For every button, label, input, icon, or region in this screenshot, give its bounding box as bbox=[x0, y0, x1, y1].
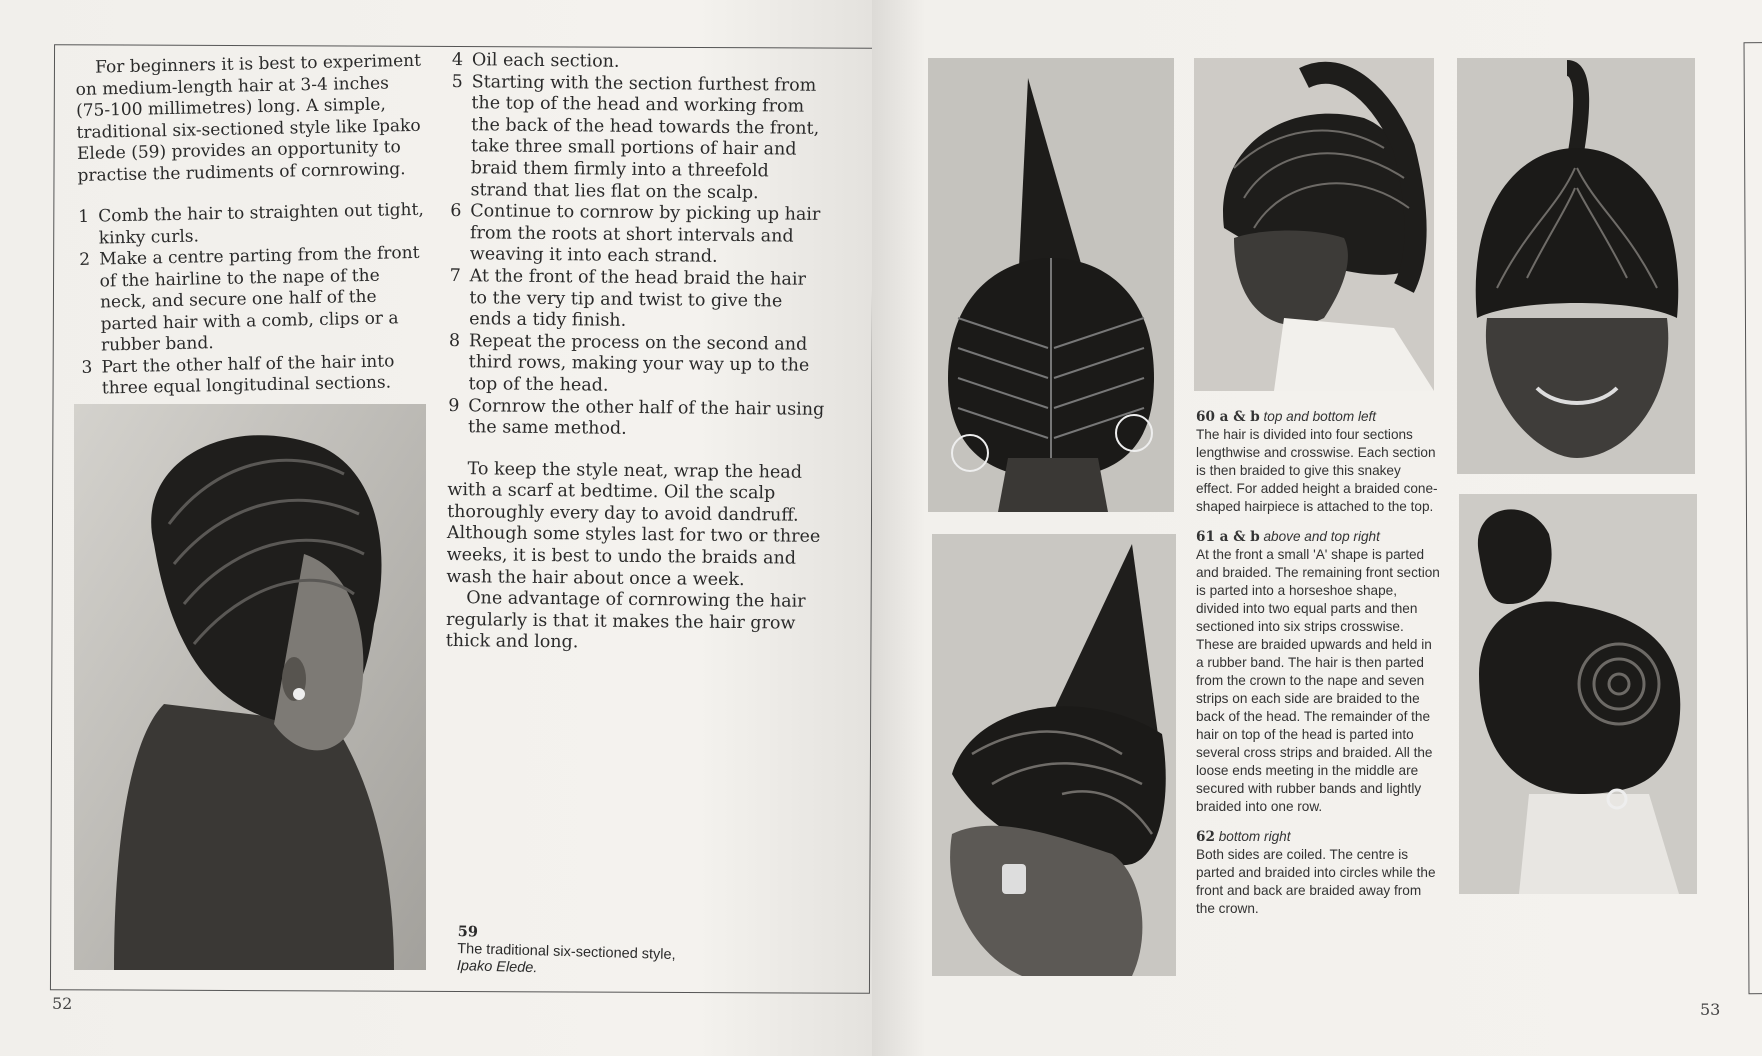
left-text-column bbox=[75, 51, 432, 401]
middle-text-column bbox=[446, 50, 830, 657]
right-page-captions bbox=[1196, 408, 1440, 930]
step-item: 2 Make a centre parting from the front of the hairline to the nape of the neck, and secure one half of the parted hair with a comb, clips or a rubber band. bbox=[79, 242, 420, 356]
photo-62 bbox=[1459, 494, 1697, 894]
step-item: 5 Starting with the section furthest from the top of the head and working from the back of the head towards the front, take three small portions of hair and braid them firmly into a threefold strand that lies flat on the scalp. bbox=[451, 71, 820, 203]
caption-61: 61 a & b above and top right At the front a small 'A' shape is parted and braided. The remaining front section is parted into a horseshoe shape, divided into two equal parts and then sectioned into six strips crosswise. These are braided upwards and held in a rubber band. The hair is then parted from the crown to the nape and seven strips on each side are braided to the back of the head. The remainder of the hair on top of the head is parted into several cross strips and braided. All the loose ends meeting in the middle are secured with rubber bands and lightly braided into one row. bbox=[1196, 529, 1440, 814]
step-item: 6 Continue to cornrow by picking up hair from the roots at short intervals and weaving it into each strand. bbox=[450, 201, 821, 268]
photo-59-caption: 59 The traditional six-sectioned style, Ipako Elede. bbox=[456, 923, 676, 977]
photo-59-ipako-elede bbox=[74, 404, 426, 970]
right-page-frame bbox=[1744, 38, 1762, 994]
intro-paragraph: For beginners it is best to experiment on medium-length hair at 3-4 inches (75-100 millimetres) long. A simple, traditional six-sectioned style like Ipako Elede (59) provides an opportunity to practise the rudiments of cornrowing. bbox=[75, 50, 422, 186]
left-page bbox=[0, 0, 872, 1056]
steps-list-2 bbox=[448, 50, 830, 443]
photo-61a bbox=[1194, 58, 1434, 391]
step-item: 1 Comb the hair to straighten out tight, kinky curls. bbox=[78, 199, 424, 249]
step-item: 8 Repeat the process on the second and third rows, making your way up to the top of the head. bbox=[448, 330, 810, 396]
step-item: 7 At the front of the head braid the hair to the very tip and twist to give the ends a tidy finish. bbox=[449, 265, 807, 331]
step-item: 3 Part the other half of the hair into three equal longitudinal sections. bbox=[81, 350, 395, 399]
page-number-right: 53 bbox=[1700, 1000, 1721, 1019]
page-number-left: 52 bbox=[52, 994, 73, 1013]
photo-60b bbox=[932, 534, 1176, 976]
step-item: 9 Cornrow the other half of the hair using the same method. bbox=[448, 395, 825, 439]
advantage-paragraph: One advantage of cornrowing the hair regularly is that it makes the hair grow thick and long. bbox=[445, 588, 806, 653]
caption-60: 60 a & b top and bottom left The hair is divided into four sections lengthwise and crosswise. Each section is then braided to give this snakey effect. For added height a braided cone-shaped hairpiece is attached to the top. bbox=[1196, 409, 1438, 514]
steps-list-1 bbox=[78, 200, 432, 401]
caption-62: 62 bottom right Both sides are coiled. The centre is parted and braided into circles while the front and back are braided away from the crown. bbox=[1196, 829, 1436, 916]
step-item: 4 Oil each section. bbox=[451, 50, 620, 72]
care-paragraph: To keep the style neat, wrap the head with a scarf at bedtime. Oil the scalp thoroughly every day to avoid dandruff. Although some styles last for two or three weeks, it is best to undo the braids and wash the hair about once a week. bbox=[446, 458, 821, 590]
caption-number: 59 bbox=[457, 923, 479, 941]
photo-61b bbox=[1457, 58, 1695, 474]
photo-60a bbox=[928, 58, 1174, 512]
